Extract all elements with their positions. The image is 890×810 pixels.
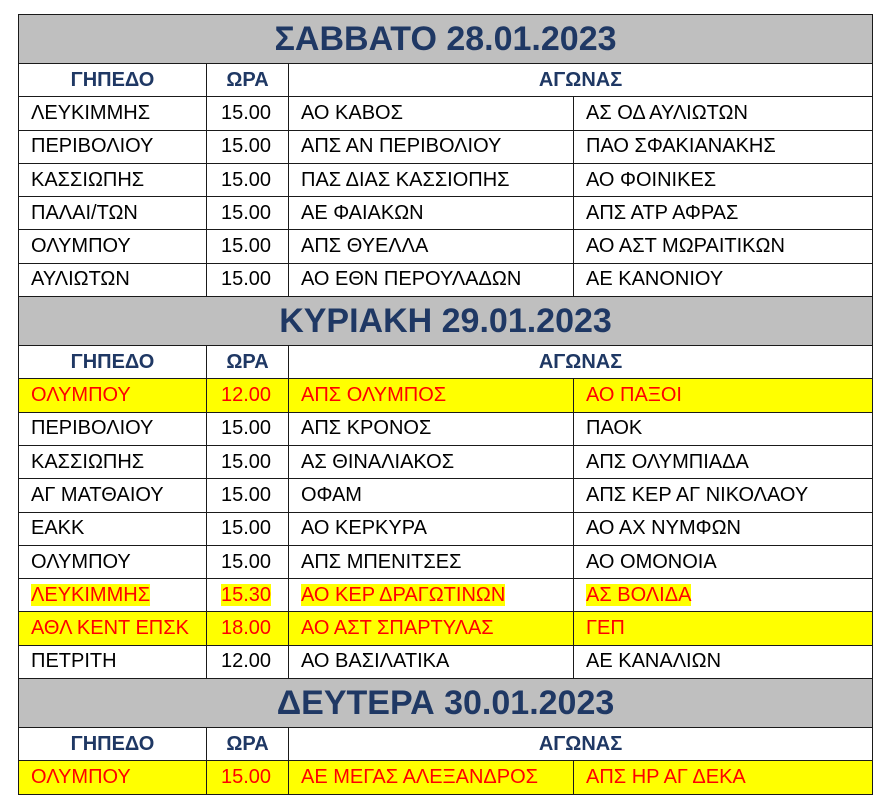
match-row <box>19 479 873 512</box>
home-team-cell <box>289 579 574 612</box>
column-header-row <box>19 728 873 761</box>
away-team-cell: ΑΠΣ ΚΕΡ ΑΓ ΝΙΚΟΛΑΟΥ <box>574 479 873 512</box>
time-cell: 15.00 <box>207 512 289 545</box>
venue-header: ΓΗΠΕΔΟ <box>19 64 207 97</box>
home-team-cell: ΑΠΣ ΟΛΥΜΠΟΣ <box>289 379 574 412</box>
day-header-row <box>19 297 873 346</box>
match-header: ΑΓΩΝΑΣ <box>289 728 873 761</box>
day-header-row <box>19 679 873 728</box>
away-team-cell: ΑΕ ΚΑΝΟΝΙΟΥ <box>574 263 873 296</box>
match-row <box>19 230 873 263</box>
time-header: ΩΡΑ <box>207 728 289 761</box>
match-row <box>19 97 873 130</box>
venue-cell: ΟΛΥΜΠΟΥ <box>19 761 207 794</box>
match-row <box>19 579 873 612</box>
match-row <box>19 545 873 578</box>
time-cell: 15.00 <box>207 230 289 263</box>
away-team-cell-text: ΑΣ ΒΟΛΙΔΑ <box>586 583 692 606</box>
home-team-cell: ΑΟ ΚΑΒΟΣ <box>289 97 574 130</box>
venue-cell: ΟΛΥΜΠΟΥ <box>19 379 207 412</box>
home-team-cell: ΑΕ ΜΕΓΑΣ ΑΛΕΞΑΝΔΡΟΣ <box>289 761 574 794</box>
time-cell: 15.00 <box>207 97 289 130</box>
home-team-cell: ΑΠΣ ΑΝ ΠΕΡΙΒΟΛΙΟΥ <box>289 130 574 163</box>
match-row <box>19 130 873 163</box>
home-team-cell: ΑΟ ΕΘΝ ΠΕΡΟΥΛΑΔΩΝ <box>289 263 574 296</box>
time-cell: 12.00 <box>207 379 289 412</box>
column-header-row <box>19 64 873 97</box>
time-cell: 15.00 <box>207 761 289 794</box>
time-cell: 15.00 <box>207 163 289 196</box>
venue-header: ΓΗΠΕΔΟ <box>19 346 207 379</box>
time-header: ΩΡΑ <box>207 346 289 379</box>
home-team-cell: ΑΟ ΚΕΡΚΥΡΑ <box>289 512 574 545</box>
home-team-cell: ΑΠΣ ΜΠΕΝΙΤΣΕΣ <box>289 545 574 578</box>
away-team-cell: ΑΟ ΑΣΤ ΜΩΡΑΙΤΙΚΩΝ <box>574 230 873 263</box>
venue-cell: ΟΛΥΜΠΟΥ <box>19 545 207 578</box>
away-team-cell: ΑΠΣ ΗΡ ΑΓ ΔΕΚΑ <box>574 761 873 794</box>
column-header-row <box>19 346 873 379</box>
venue-cell <box>19 579 207 612</box>
day-title: ΚΥΡΙΑΚΗ 29.01.2023 <box>19 297 873 346</box>
away-team-cell <box>574 579 873 612</box>
time-header: ΩΡΑ <box>207 64 289 97</box>
away-team-cell: ΑΠΣ ΑΤΡ ΑΦΡΑΣ <box>574 197 873 230</box>
away-team-cell: ΑΣ ΟΔ ΑΥΛΙΩΤΩΝ <box>574 97 873 130</box>
time-cell: 12.00 <box>207 645 289 678</box>
time-cell-text: 15.30 <box>221 583 272 606</box>
match-row <box>19 263 873 296</box>
venue-cell: ΛΕΥΚΙΜΜΗΣ <box>19 97 207 130</box>
away-team-cell: ΑΠΣ ΟΛΥΜΠΙΑΔΑ <box>574 445 873 478</box>
venue-cell: ΠΕΤΡΙΤΗ <box>19 645 207 678</box>
time-cell: 15.00 <box>207 263 289 296</box>
away-team-cell: ΑΟ ΑΧ ΝΥΜΦΩΝ <box>574 512 873 545</box>
away-team-cell: ΠΑΟΚ <box>574 412 873 445</box>
venue-cell: ΑΥΛΙΩΤΩΝ <box>19 263 207 296</box>
match-row <box>19 379 873 412</box>
match-row <box>19 512 873 545</box>
day-header-row <box>19 15 873 64</box>
home-team-cell: ΟΦΑΜ <box>289 479 574 512</box>
home-team-cell: ΑΠΣ ΘΥΕΛΛΑ <box>289 230 574 263</box>
away-team-cell: ΑΟ ΟΜΟΝΟΙΑ <box>574 545 873 578</box>
away-team-cell: ΠΑΟ ΣΦΑΚΙΑΝΑΚΗΣ <box>574 130 873 163</box>
venue-cell: ΚΑΣΣΙΩΠΗΣ <box>19 445 207 478</box>
venue-cell: ΠΕΡΙΒΟΛΙΟΥ <box>19 130 207 163</box>
home-team-cell: ΠΑΣ ΔΙΑΣ ΚΑΣΣΙΟΠΗΣ <box>289 163 574 196</box>
day-title: ΣΑΒΒΑΤΟ 28.01.2023 <box>19 15 873 64</box>
match-row <box>19 197 873 230</box>
venue-cell-text: ΛΕΥΚΙΜΜΗΣ <box>31 583 151 606</box>
venue-cell: ΑΘΛ ΚΕΝΤ ΕΠΣΚ <box>19 612 207 645</box>
time-cell: 15.00 <box>207 130 289 163</box>
time-cell: 18.00 <box>207 612 289 645</box>
match-row <box>19 612 873 645</box>
match-row <box>19 445 873 478</box>
venue-cell: ΟΛΥΜΠΟΥ <box>19 230 207 263</box>
match-row <box>19 163 873 196</box>
venue-cell: ΚΑΣΣΙΩΠΗΣ <box>19 163 207 196</box>
away-team-cell: ΑΕ ΚΑΝΑΛΙΩΝ <box>574 645 873 678</box>
away-team-cell: ΑΟ ΠΑΞΟΙ <box>574 379 873 412</box>
home-team-cell: ΑΟ ΑΣΤ ΣΠΑΡΤΥΛΑΣ <box>289 612 574 645</box>
home-team-cell: ΑΕ ΦΑΙΑΚΩΝ <box>289 197 574 230</box>
time-cell: 15.00 <box>207 412 289 445</box>
away-team-cell: ΓΕΠ <box>574 612 873 645</box>
match-header: ΑΓΩΝΑΣ <box>289 64 873 97</box>
home-team-cell-text: ΑΟ ΚΕΡ ΔΡΑΓΩΤΙΝΩΝ <box>301 583 506 606</box>
match-row <box>19 645 873 678</box>
time-cell: 15.00 <box>207 445 289 478</box>
venue-cell: ΠΑΛΑΙ/ΤΩΝ <box>19 197 207 230</box>
away-team-cell: ΑΟ ΦΟΙΝΙΚΕΣ <box>574 163 873 196</box>
home-team-cell: ΑΟ ΒΑΣΙΛΑΤΙΚΑ <box>289 645 574 678</box>
home-team-cell: ΑΠΣ ΚΡΟΝΟΣ <box>289 412 574 445</box>
fixtures-table <box>18 14 873 795</box>
match-row <box>19 412 873 445</box>
venue-cell: ΑΓ ΜΑΤΘΑΙΟΥ <box>19 479 207 512</box>
venue-cell: ΕΑΚΚ <box>19 512 207 545</box>
venue-cell: ΠΕΡΙΒΟΛΙΟΥ <box>19 412 207 445</box>
day-title: ΔΕΥΤΕΡΑ 30.01.2023 <box>19 679 873 728</box>
match-row <box>19 761 873 794</box>
home-team-cell: ΑΣ ΘΙΝΑΛΙΑΚΟΣ <box>289 445 574 478</box>
time-cell: 15.00 <box>207 197 289 230</box>
time-cell: 15.00 <box>207 545 289 578</box>
time-cell: 15.00 <box>207 479 289 512</box>
venue-header: ΓΗΠΕΔΟ <box>19 728 207 761</box>
match-header: ΑΓΩΝΑΣ <box>289 346 873 379</box>
time-cell <box>207 579 289 612</box>
